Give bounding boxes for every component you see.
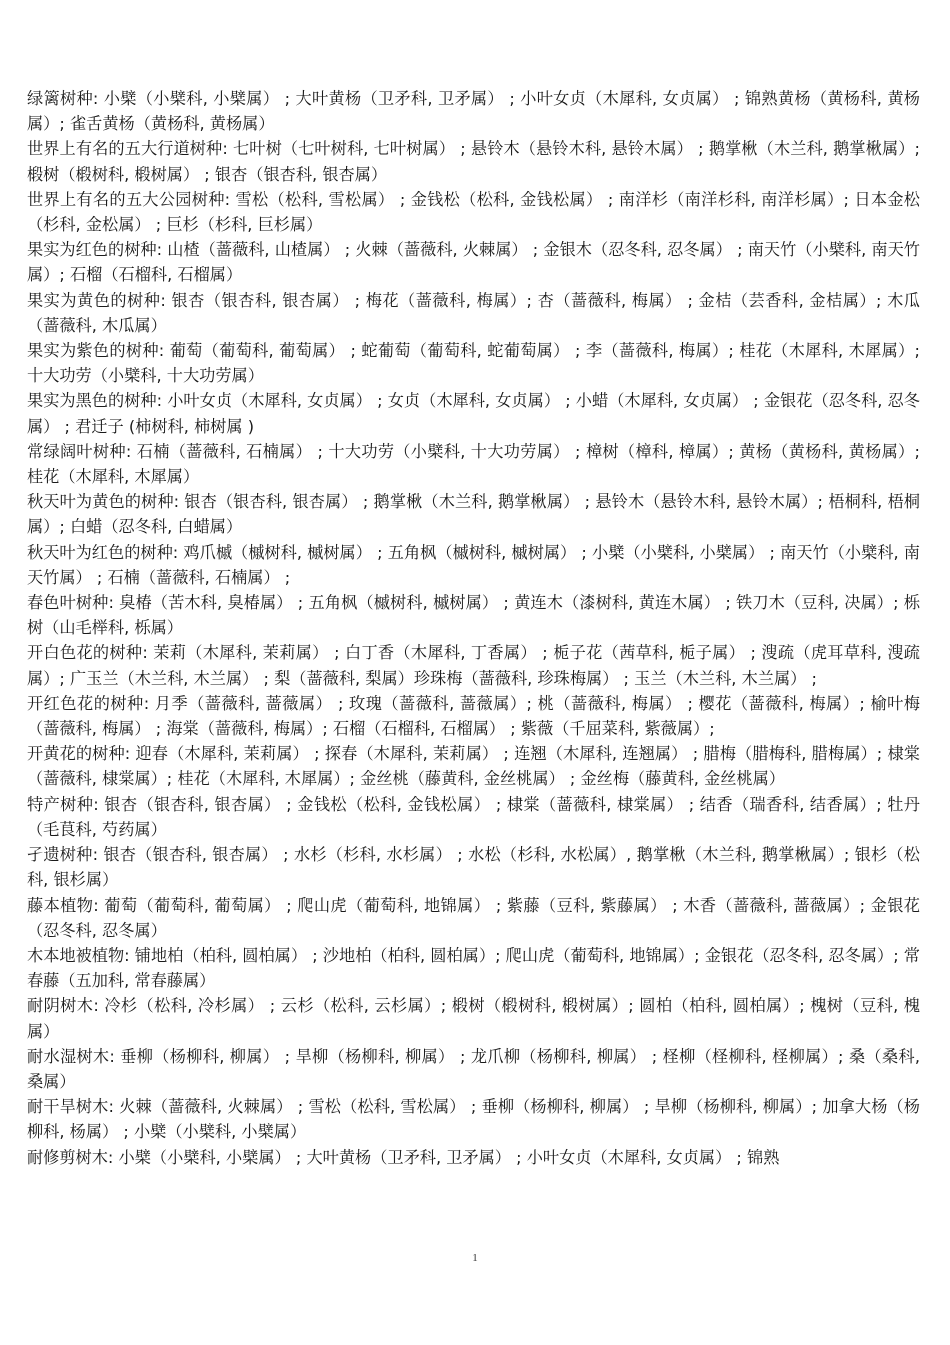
paragraph-avenue-trees: 世界上有名的五大行道树种: 七叶树（七叶树科, 七叶树属） ; 悬铃木（悬铃木科, 悬铃木属） ; 鹅掌楸（木兰科, 鹅掌楸属）; 椴树（椴树科, 椴树属） ; 银杏（银杏科, 银杏属） — [27, 139, 920, 184]
paragraph-autumn-yellow-leaves: 秋天叶为黄色的树种: 银杏（银杏科, 银杏属） ; 鹅掌楸（木兰科, 鹅掌楸属） ; 悬铃木（悬铃木科, 悬铃木属）; 梧桐科, 梧桐属）; 白蜡（忍冬科, 白蜡属） — [27, 492, 920, 537]
paragraph-black-fruit: 果实为黑色的树种: 小叶女贞（木犀科, 女贞属） ; 女贞（木犀科, 女贞属） ; 小蜡（木犀科, 女贞属） ; 金银花（忍冬科, 忍冬属） ; 君迁子 (柿树科, 柿树属 ) — [27, 391, 920, 436]
page-content — [27, 86, 920, 1170]
paragraph-pruning-tolerant: 耐修剪树木: 小檗（小檗科, 小檗属） ; 大叶黄杨（卫矛科, 卫矛属） ; 小叶女贞（木犀科, 女贞属） ; 锦熟 — [27, 1147, 780, 1167]
paragraph-vines: 藤本植物: 葡萄（葡萄科, 葡萄属） ; 爬山虎（葡萄科, 地锦属） ; 紫藤（豆科, 紫藤属） ; 木香（蔷薇科, 蔷薇属）; 金银花（忍冬科, 忍冬属） — [27, 895, 920, 940]
paragraph-purple-fruit: 果实为紫色的树种: 葡萄（葡萄科, 葡萄属） ; 蛇葡萄（葡萄科, 蛇葡萄属） ; 李（蔷薇科, 梅属）; 桂花（木犀科, 木犀属）; 十大功劳（小檗科, 十大功劳属） — [27, 341, 920, 386]
paragraph-autumn-red-leaves: 秋天叶为红色的树种: 鸡爪槭（槭树科, 槭树属） ; 五角枫（槭树科, 槭树属） ; 小檗（小檗科, 小檗属） ; 南天竹（小檗科, 南天竹属） ; 石楠（蔷薇科, 石楠属） ; — [27, 542, 920, 587]
paragraph-yellow-fruit: 果实为黄色的树种: 银杏（银杏科, 银杏属） ; 梅花（蔷薇科, 梅属）; 杏（蔷薇科, 梅属） ; 金桔（芸香科, 金桔属）; 木瓜（蔷薇科, 木瓜属） — [27, 290, 920, 335]
paragraph-relict-species: 孑遗树种: 银杏（银杏科, 银杏属） ; 水杉（杉科, 水杉属） ; 水松（杉科, 水松属）, 鹅掌楸（木兰科, 鹅掌楸属）; 银杉（松科, 银杉属） — [27, 845, 920, 890]
paragraph-water-tolerant: 耐水湿树木: 垂柳（杨柳科, 柳属） ; 旱柳（杨柳科, 柳属） ; 龙爪柳（杨柳科, 柳属） ; 柽柳（柽柳科, 柽柳属）; 桑（桑科, 桑属） — [27, 1046, 920, 1091]
paragraph-evergreen-broadleaf: 常绿阔叶树种: 石楠（蔷薇科, 石楠属） ; 十大功劳（小檗科, 十大功劳属） ; 樟树（樟科, 樟属）; 黄杨（黄杨科, 黄杨属）; 桂花（木犀科, 木犀属） — [27, 441, 920, 487]
paragraph-red-fruit: 果实为红色的树种: 山楂（蔷薇科, 山楂属） ; 火棘（蔷薇科, 火棘属） ; 金银木（忍冬科, 忍冬属） ; 南天竹（小檗科, 南天竹属）; 石榴（石榴科, 石榴属） — [27, 240, 920, 285]
paragraph-spring-color-leaves: 春色叶树种: 臭椿（苦木科, 臭椿属） ; 五角枫（槭树科, 槭树属） ; 黄连木（漆树科, 黄连木属） ; 铁刀木（豆科, 决属）; 栎树（山毛榉科, 栎属） — [27, 593, 920, 638]
page-number: 1 — [472, 1252, 478, 1264]
paragraph-yellow-flowers: 开黄花的树种: 迎春（木犀科, 茉莉属） ; 探春（木犀科, 茉莉属） ; 连翘（木犀科, 连翘属） ; 腊梅（腊梅科, 腊梅属）; 棣棠（蔷薇科, 棣棠属）; 桂花（木犀科, 木犀属）; 金丝桃（藤黄科, 金丝桃属） ; 金丝梅（藤黄科, 金丝桃属） — [27, 744, 920, 789]
paragraph-park-trees: 世界上有名的五大公园树种: 雪松（松科, 雪松属） ; 金钱松（松科, 金钱松属） ; 南洋杉（南洋杉科, 南洋杉属）; 日本金松（杉科, 金松属） ; 巨杉（杉科, 巨杉属） — [27, 189, 920, 235]
paragraph-woody-groundcover: 木本地被植物: 铺地柏（柏科, 圆柏属） ; 沙地柏（柏科, 圆柏属）; 爬山虎（葡萄科, 地锦属）; 金银花（忍冬科, 忍冬属）; 常春藤（五加科, 常春藤属） — [27, 945, 920, 991]
paragraph-red-flowers: 开红色花的树种: 月季（蔷薇科, 蔷薇属） ; 玫瑰（蔷薇科, 蔷薇属）; 桃（蔷薇科, 梅属） ; 樱花（蔷薇科, 梅属）; 榆叶梅（蔷薇科, 梅属） ; 海棠（蔷薇科, 梅属）; 石榴（石榴科, 石榴属） ; 紫薇（千屈菜科, 紫薇属）; — [27, 693, 920, 739]
paragraph-hedge-species: 绿篱树种: 小檗（小檗科, 小檗属） ; 大叶黄杨（卫矛科, 卫矛属） ; 小叶女贞（木犀科, 女贞属） ; 锦熟黄杨（黄杨科, 黄杨属）; 雀舌黄杨（黄杨科, 黄杨属） — [27, 89, 920, 134]
paragraph-endemic-species: 特产树种: 银杏（银杏科, 银杏属） ; 金钱松（松科, 金钱松属） ; 棣棠（蔷薇科, 棣棠属） ; 结香（瑞香科, 结香属）; 牡丹（毛茛科, 芍药属） — [27, 794, 920, 839]
paragraph-white-flowers: 开白色花的树种: 茉莉（木犀科, 茉莉属） ; 白丁香（木犀科, 丁香属） ; 栀子花（茜草科, 栀子属） ; 溲疏（虎耳草科, 溲疏属）; 广玉兰（木兰科, 木兰属） ; 梨（蔷薇科, 梨属）珍珠梅（蔷薇科, 珍珠梅属） ; 玉兰（木兰科, 木兰属） ; — [27, 643, 920, 688]
paragraph-shade-tolerant: 耐阴树木: 冷杉（松科, 冷杉属） ; 云杉（松科, 云杉属）; 椴树（椴树科, 椴树属）; 圆柏（柏科, 圆柏属）; 槐树（豆科, 槐属） — [27, 996, 920, 1041]
paragraph-drought-tolerant: 耐干旱树木: 火棘（蔷薇科, 火棘属） ; 雪松（松科, 雪松属） ; 垂柳（杨柳科, 柳属） ; 旱柳（杨柳科, 柳属）; 加拿大杨（杨柳科, 杨属） ; 小檗（小檗科, 小檗属） — [27, 1097, 920, 1142]
